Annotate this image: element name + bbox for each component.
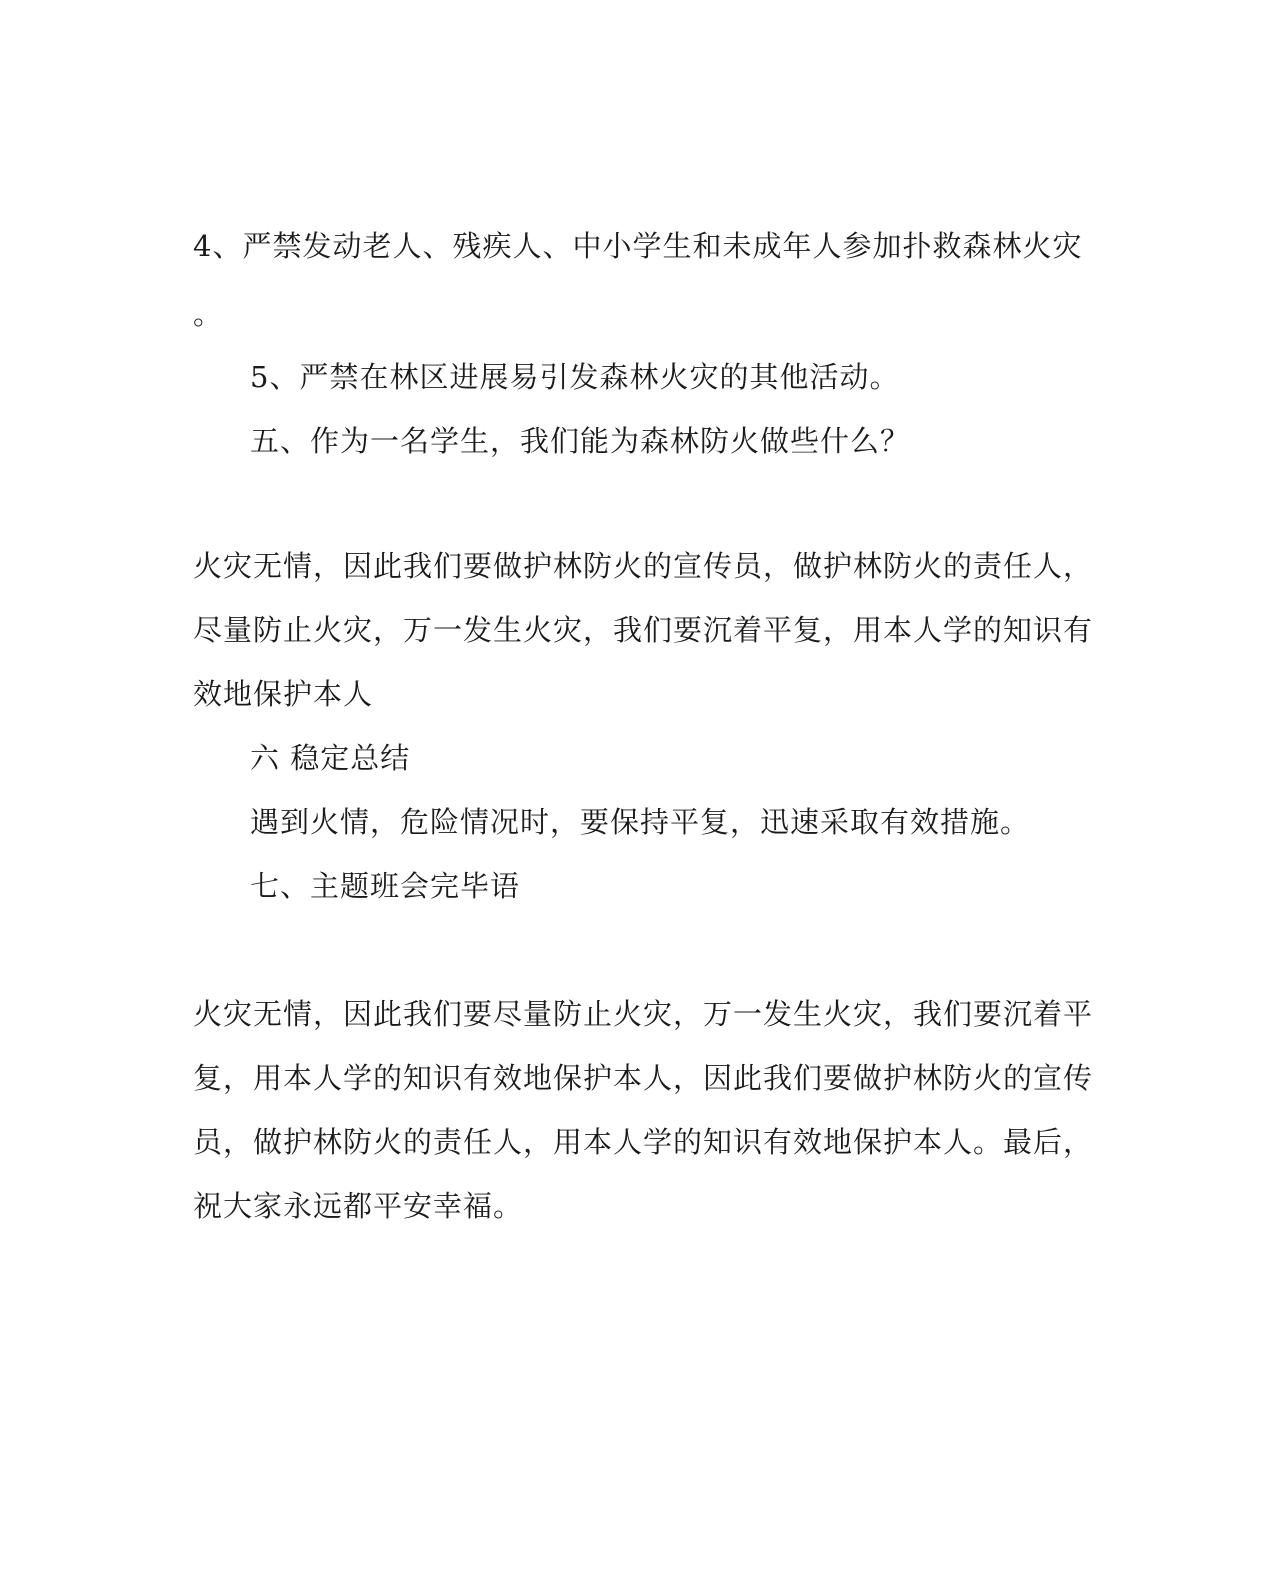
paragraph-line: 效地保护本人 <box>193 677 374 711</box>
section-heading-5: 五、作为一名学生，我们能为森林防火做些什么？ <box>250 424 911 458</box>
paragraph-line: 遇到火情，危险情况时，要保持平复，迅速采取有效措施。 <box>250 805 1031 839</box>
paragraph-line: 尽量防止火灾，万一发生火灾，我们要沉着平复，用本人学的知识有 <box>193 613 1094 647</box>
section-heading-7: 七、主题班会完毕语 <box>250 869 521 903</box>
section-heading-6: 六 稳定总结 <box>250 741 411 775</box>
paragraph-line: 火灾无情，因此我们要做护林防火的宣传员，做护林防火的责任人， <box>193 549 1094 583</box>
paragraph-line: 祝大家永远都平安幸福。 <box>193 1189 524 1223</box>
paragraph-line: 复，用本人学的知识有效地保护本人，因此我们要做护林防火的宣传 <box>193 1061 1094 1095</box>
paragraph-line: 火灾无情，因此我们要尽量防止火灾，万一发生火灾，我们要沉着平 <box>193 997 1094 1031</box>
list-item-4: 4、严禁发动老人、残疾人、中小学生和未成年人参加扑救森林火灾 <box>193 229 1083 263</box>
paragraph-line: 员，做护林防火的责任人，用本人学的知识有效地保护本人。最后， <box>193 1125 1094 1159</box>
list-item-5: 5、严禁在林区进展易引发森林火灾的其他活动。 <box>250 360 900 394</box>
list-item-4-continued: 。 <box>193 297 224 331</box>
